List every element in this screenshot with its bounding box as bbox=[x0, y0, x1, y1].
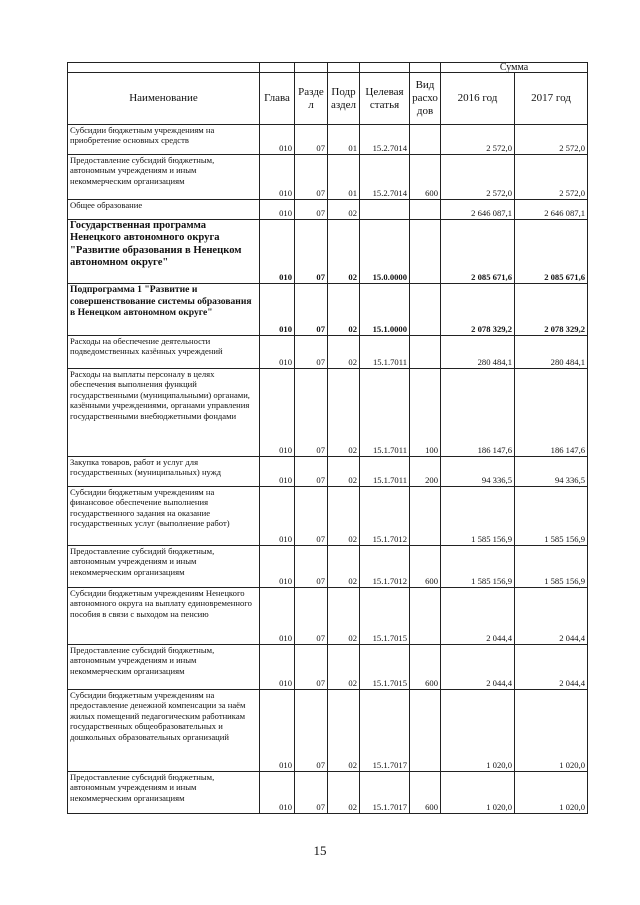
table-row bbox=[68, 369, 588, 457]
row-section: 07 bbox=[295, 284, 328, 336]
header-blank bbox=[360, 63, 410, 73]
row-sum-2017: 1 585 156,9 bbox=[515, 546, 588, 588]
table-row bbox=[68, 546, 588, 588]
header-year-2016: 2016 год bbox=[441, 73, 515, 125]
row-section: 07 bbox=[295, 772, 328, 814]
header-blank bbox=[328, 63, 360, 73]
row-expense-type: 200 bbox=[410, 457, 441, 487]
row-section: 07 bbox=[295, 457, 328, 487]
row-sum-2016: 2 646 087,1 bbox=[441, 200, 515, 220]
header-name: Наименование bbox=[68, 73, 260, 125]
row-expense-type: 600 bbox=[410, 546, 441, 588]
row-sum-2016: 186 147,6 bbox=[441, 369, 515, 457]
row-subsection: 02 bbox=[328, 369, 360, 457]
row-name: Расходы на обеспечение деятельности подведомственных казённых учреждений bbox=[68, 336, 260, 369]
row-sum-2017: 280 484,1 bbox=[515, 336, 588, 369]
row-section: 07 bbox=[295, 220, 328, 284]
row-expense-type: 100 bbox=[410, 369, 441, 457]
row-sum-2017: 94 336,5 bbox=[515, 457, 588, 487]
header-blank bbox=[260, 63, 295, 73]
row-sum-2017: 2 572,0 bbox=[515, 125, 588, 155]
table-row bbox=[68, 200, 588, 220]
row-name: Предоставление субсидий бюджетным, автономным учреждениям и иным некоммерческим организациям bbox=[68, 546, 260, 588]
header-blank bbox=[295, 63, 328, 73]
row-sum-2017: 1 020,0 bbox=[515, 772, 588, 814]
row-expense-type bbox=[410, 284, 441, 336]
row-chapter: 010 bbox=[260, 457, 295, 487]
header-section: Разде л bbox=[295, 73, 328, 125]
row-sum-2016: 94 336,5 bbox=[441, 457, 515, 487]
row-target-item: 15.1.7012 bbox=[360, 546, 410, 588]
row-subsection: 02 bbox=[328, 588, 360, 645]
table-row bbox=[68, 336, 588, 369]
page-number: 15 bbox=[313, 843, 327, 858]
row-chapter: 010 bbox=[260, 155, 295, 200]
row-subsection: 01 bbox=[328, 125, 360, 155]
table-row bbox=[68, 125, 588, 155]
row-sum-2016: 2 044,4 bbox=[441, 588, 515, 645]
row-target-item: 15.1.7012 bbox=[360, 487, 410, 546]
table-row bbox=[68, 690, 588, 772]
row-chapter: 010 bbox=[260, 772, 295, 814]
header-subsection: Подр аздел bbox=[328, 73, 360, 125]
row-sum-2017: 1 020,0 bbox=[515, 690, 588, 772]
row-target-item: 15.1.0000 bbox=[360, 284, 410, 336]
header-row bbox=[68, 73, 588, 125]
row-name: Предоставление субсидий бюджетным, автономным учреждениям и иным некоммерческим организациям bbox=[68, 772, 260, 814]
row-section: 07 bbox=[295, 690, 328, 772]
row-expense-type: 600 bbox=[410, 772, 441, 814]
row-chapter: 010 bbox=[260, 336, 295, 369]
table-row bbox=[68, 284, 588, 336]
row-subsection: 02 bbox=[328, 336, 360, 369]
row-chapter: 010 bbox=[260, 690, 295, 772]
row-sum-2016: 1 585 156,9 bbox=[441, 546, 515, 588]
row-expense-type: 600 bbox=[410, 645, 441, 690]
row-target-item: 15.2.7014 bbox=[360, 125, 410, 155]
row-expense-type bbox=[410, 336, 441, 369]
header-chapter: Глава bbox=[260, 73, 295, 125]
row-subsection: 02 bbox=[328, 284, 360, 336]
table-row bbox=[68, 588, 588, 645]
row-subsection: 02 bbox=[328, 546, 360, 588]
budget-table bbox=[67, 62, 588, 814]
header-row-top bbox=[68, 63, 588, 73]
header-blank bbox=[68, 63, 260, 73]
row-chapter: 010 bbox=[260, 220, 295, 284]
row-sum-2016: 280 484,1 bbox=[441, 336, 515, 369]
table-row bbox=[68, 645, 588, 690]
row-sum-2016: 1 585 156,9 bbox=[441, 487, 515, 546]
row-subsection: 01 bbox=[328, 155, 360, 200]
row-target-item bbox=[360, 200, 410, 220]
row-section: 07 bbox=[295, 546, 328, 588]
row-name: Общее образование bbox=[68, 200, 260, 220]
row-sum-2016: 1 020,0 bbox=[441, 772, 515, 814]
row-section: 07 bbox=[295, 487, 328, 546]
row-target-item: 15.1.7015 bbox=[360, 588, 410, 645]
row-target-item: 15.1.7017 bbox=[360, 772, 410, 814]
row-name: Субсидии бюджетным учреждениям на предоставление денежной компенсации за наём жилых помещений педагогическим работникам государственных общеобразовательных и дошкольных образовательных организаций bbox=[68, 690, 260, 772]
row-chapter: 010 bbox=[260, 546, 295, 588]
row-target-item: 15.1.7011 bbox=[360, 369, 410, 457]
row-expense-type bbox=[410, 588, 441, 645]
row-sum-2017: 2 078 329,2 bbox=[515, 284, 588, 336]
row-chapter: 010 bbox=[260, 588, 295, 645]
row-subsection: 02 bbox=[328, 220, 360, 284]
row-chapter: 010 bbox=[260, 125, 295, 155]
header-expense-type: Вид расхо дов bbox=[410, 73, 441, 125]
header-year-2017: 2017 год bbox=[515, 73, 588, 125]
row-sum-2017: 2 044,4 bbox=[515, 588, 588, 645]
row-section: 07 bbox=[295, 336, 328, 369]
row-subsection: 02 bbox=[328, 645, 360, 690]
row-sum-2016: 2 572,0 bbox=[441, 125, 515, 155]
row-sum-2017: 2 572,0 bbox=[515, 155, 588, 200]
row-expense-type bbox=[410, 200, 441, 220]
table-row bbox=[68, 487, 588, 546]
row-expense-type bbox=[410, 690, 441, 772]
row-sum-2017: 2 085 671,6 bbox=[515, 220, 588, 284]
row-name: Закупка товаров, работ и услуг для государственных (муниципальных) нужд bbox=[68, 457, 260, 487]
row-sum-2016: 2 044,4 bbox=[441, 645, 515, 690]
row-chapter: 010 bbox=[260, 284, 295, 336]
row-expense-type bbox=[410, 125, 441, 155]
row-subsection: 02 bbox=[328, 690, 360, 772]
row-sum-2016: 1 020,0 bbox=[441, 690, 515, 772]
row-chapter: 010 bbox=[260, 645, 295, 690]
row-expense-type bbox=[410, 220, 441, 284]
row-section: 07 bbox=[295, 125, 328, 155]
row-sum-2017: 1 585 156,9 bbox=[515, 487, 588, 546]
row-name: Субсидии бюджетным учреждениям на финансовое обеспечение выполнения государственного задания на оказание государственных услуг (выполнение работ) bbox=[68, 487, 260, 546]
row-sum-2017: 186 147,6 bbox=[515, 369, 588, 457]
row-name: Субсидии бюджетным учреждениям на приобретение основных средств bbox=[68, 125, 260, 155]
header-sum: Сумма bbox=[441, 63, 588, 73]
row-name: Предоставление субсидий бюджетным, автономным учреждениям и иным некоммерческим организациям bbox=[68, 155, 260, 200]
row-section: 07 bbox=[295, 155, 328, 200]
table-row bbox=[68, 220, 588, 284]
row-subsection: 02 bbox=[328, 772, 360, 814]
row-section: 07 bbox=[295, 369, 328, 457]
table-row bbox=[68, 155, 588, 200]
row-target-item: 15.1.7015 bbox=[360, 645, 410, 690]
row-target-item: 15.1.7011 bbox=[360, 457, 410, 487]
row-name: Субсидии бюджетным учреждениям Ненецкого автономного округа на выплату единовременного пособия в связи с выходом на пенсию bbox=[68, 588, 260, 645]
row-name: Подпрограмма 1 "Развитие и совершенствование системы образования в Ненецком автономном округе" bbox=[68, 284, 260, 336]
table-row bbox=[68, 772, 588, 814]
row-sum-2016: 2 085 671,6 bbox=[441, 220, 515, 284]
row-name: Предоставление субсидий бюджетным, автономным учреждениям и иным некоммерческим организациям bbox=[68, 645, 260, 690]
row-section: 07 bbox=[295, 200, 328, 220]
row-name: Расходы на выплаты персоналу в целях обеспечения выполнения функций государственными (муниципальными) органами, казёнными учреждениями, органами управления государственными внебюджетными фондами bbox=[68, 369, 260, 457]
row-expense-type bbox=[410, 487, 441, 546]
header-target-item: Целевая статья bbox=[360, 73, 410, 125]
row-chapter: 010 bbox=[260, 487, 295, 546]
row-section: 07 bbox=[295, 588, 328, 645]
row-sum-2017: 2 044,4 bbox=[515, 645, 588, 690]
row-expense-type: 600 bbox=[410, 155, 441, 200]
table-row bbox=[68, 457, 588, 487]
row-chapter: 010 bbox=[260, 369, 295, 457]
row-target-item: 15.1.7011 bbox=[360, 336, 410, 369]
row-target-item: 15.2.7014 bbox=[360, 155, 410, 200]
header-blank bbox=[410, 63, 441, 73]
row-sum-2016: 2 078 329,2 bbox=[441, 284, 515, 336]
row-section: 07 bbox=[295, 645, 328, 690]
row-target-item: 15.1.7017 bbox=[360, 690, 410, 772]
row-subsection: 02 bbox=[328, 487, 360, 546]
row-subsection: 02 bbox=[328, 457, 360, 487]
row-target-item: 15.0.0000 bbox=[360, 220, 410, 284]
row-sum-2017: 2 646 087,1 bbox=[515, 200, 588, 220]
row-name: Государственная программа Ненецкого автономного округа "Развитие образования в Ненецком автономном округе" bbox=[68, 220, 260, 284]
row-sum-2016: 2 572,0 bbox=[441, 155, 515, 200]
row-subsection: 02 bbox=[328, 200, 360, 220]
row-chapter: 010 bbox=[260, 200, 295, 220]
